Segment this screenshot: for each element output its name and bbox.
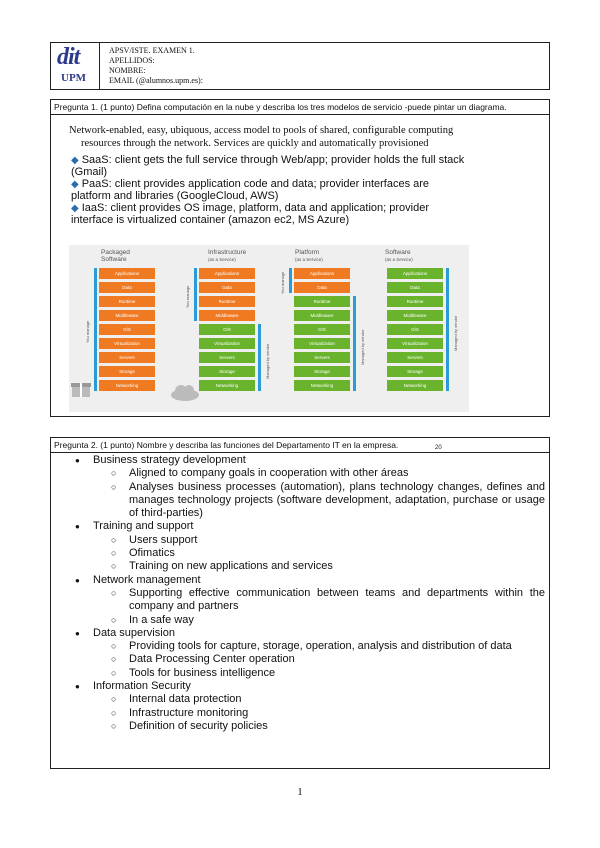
layer-servers-col1: Servers — [99, 352, 155, 363]
col-paas-title: Platform (as a Service) — [295, 249, 323, 262]
layer-data-col3: Data — [294, 282, 350, 293]
nombre-label: NOMBRE: — [109, 66, 146, 75]
layer-storage-col4: Storage — [387, 366, 443, 377]
layer-o-s-col1: O/S — [99, 324, 155, 335]
question-1-title: Pregunta 1. (1 punto) Defina computación en la nube y describa los tres modelos de servicio -puede pintar un diagrama. — [51, 100, 549, 115]
it-function-item: ● Information Security — [51, 680, 551, 693]
exam-header — [50, 42, 550, 90]
q1-intro — [69, 125, 499, 150]
it-function-subitem: ○ Aligned to company goals in cooperation with other áreas — [51, 467, 551, 480]
layer-storage-col1: Storage — [99, 366, 155, 377]
dit-upm-logo — [51, 43, 100, 89]
layer-middleware-col1: Middleware — [99, 310, 155, 321]
layer-applications-col3: Applications — [294, 268, 350, 279]
managed-by-vendor-bracket — [353, 296, 356, 391]
layer-servers-col2: Servers — [199, 352, 255, 363]
you-manage-label: You manage — [185, 285, 190, 308]
logo-dit-text: dit — [57, 44, 80, 70]
layer-runtime-col2: Runtime — [199, 296, 255, 307]
it-function-item: ● Training and support — [51, 520, 551, 533]
it-function-subitem: ○ Tools for business intelligence — [51, 667, 551, 680]
email-label: EMAIL (@alumnos.upm.es): — [109, 76, 203, 85]
layer-middleware-col3: Middleware — [294, 310, 350, 321]
layer-applications-col4: Applications — [387, 268, 443, 279]
it-function-subitem: ○ Providing tools for capture, storage, operation, analysis and distribution of data — [51, 640, 551, 653]
it-function-item: ● Network management — [51, 574, 551, 587]
managed-by-vendor-label: Managed by vendor — [360, 329, 365, 365]
logo-upm-text: UPM — [61, 72, 87, 84]
service-models-diagram — [69, 245, 469, 412]
you-manage-bracket — [289, 268, 292, 293]
diamond-bullet-icon: ◆ — [71, 203, 79, 214]
q1-intro-line1: Network-enabled, easy, ubiquous, access model to pools of shared, configurable computing — [69, 125, 454, 136]
layer-storage-col2: Storage — [199, 366, 255, 377]
col-iaas-title: Infrastructure (as a Service) — [208, 249, 247, 262]
layer-servers-col3: Servers — [294, 352, 350, 363]
you-manage-label: You manage — [85, 320, 90, 343]
layer-o-s-col2: O/S — [199, 324, 255, 335]
layer-runtime-col1: Runtime — [99, 296, 155, 307]
layer-runtime-col4: Runtime — [387, 296, 443, 307]
saas-bullet: ◆ SaaS: client gets the full service through Web/app; provider holds the full stack (Gmail) — [71, 154, 465, 178]
it-function-subitem: ○ Internal data protection — [51, 693, 551, 706]
question-2-title: Pregunta 2. (1 punto) Nombre y describa las funciones del Departamento IT en la empresa. — [51, 438, 549, 453]
paas-bullet: ◆ PaaS: client provides application code and data; provider interfaces are platform and libraries (GoogleCloud, AWS) — [71, 178, 430, 202]
layer-virtualization-col2: Virtualization — [199, 338, 255, 349]
layer-middleware-col2: Middleware — [199, 310, 255, 321]
it-function-subitem: ○ Supporting effective communication between teams and departments within the company and partners — [51, 587, 551, 614]
layer-data-col2: Data — [199, 282, 255, 293]
it-functions-list — [51, 454, 551, 733]
layer-applications-col2: Applications — [199, 268, 255, 279]
managed-by-vendor-label: Managed by vendor — [453, 315, 458, 351]
layer-networking-col1: Networking — [99, 380, 155, 391]
layer-virtualization-col1: Virtualization — [99, 338, 155, 349]
question-2-box — [50, 437, 550, 769]
it-function-item: ● Data supervision — [51, 627, 551, 640]
layer-virtualization-col3: Virtualization — [294, 338, 350, 349]
layer-networking-col4: Networking — [387, 380, 443, 391]
layer-storage-col3: Storage — [294, 366, 350, 377]
page-number: 1 — [297, 786, 303, 798]
layer-middleware-col4: Middleware — [387, 310, 443, 321]
you-manage-bracket — [94, 268, 97, 391]
it-function-subitem: ○ Definition of security policies — [51, 720, 551, 733]
layer-o-s-col3: O/S — [294, 324, 350, 335]
it-function-subitem: ○ Data Processing Center operation — [51, 653, 551, 666]
diamond-bullet-icon: ◆ — [71, 179, 79, 190]
managed-by-vendor-bracket — [446, 268, 449, 391]
q1-intro-line2: resources through the network. Services are quickly and automatically provisioned — [81, 137, 429, 149]
managed-by-vendor-bracket — [258, 324, 261, 391]
gift-icon — [71, 380, 91, 398]
it-function-subitem: ○ Users support — [51, 534, 551, 547]
layer-virtualization-col4: Virtualization — [387, 338, 443, 349]
it-function-subitem: ○ Ofimatics — [51, 547, 551, 560]
managed-by-vendor-label: Managed by vendor — [265, 343, 270, 379]
col-saas-title: Software (as a Service) — [385, 249, 413, 262]
layer-servers-col4: Servers — [387, 352, 443, 363]
slide-number: 20 — [435, 445, 442, 451]
layer-networking-col2: Networking — [199, 380, 255, 391]
layer-o-s-col4: O/S — [387, 324, 443, 335]
diamond-bullet-icon: ◆ — [71, 155, 79, 166]
layer-runtime-col3: Runtime — [294, 296, 350, 307]
cloud-icon — [169, 383, 201, 401]
iaas-bullet: ◆ IaaS: client provides OS image, platform, data and application; provider interface is virtualized container (amazon ec2, MS Azure) — [71, 202, 430, 226]
layer-data-col1: Data — [99, 282, 155, 293]
it-function-subitem: ○ Training on new applications and services — [51, 560, 551, 573]
you-manage-bracket — [194, 268, 197, 321]
you-manage-label: You manage — [280, 271, 285, 294]
it-function-subitem: ○ Analyses business processes (automation), plans technology changes, defines and manages technology projects (software development, adaptation, purchase or usage of third-parties) — [51, 481, 551, 521]
col-packaged-title: Packaged Software — [101, 249, 130, 263]
apellidos-label: APELLIDOS: — [109, 56, 155, 65]
header-fields — [109, 46, 203, 86]
it-function-subitem: ○ Infrastructure monitoring — [51, 707, 551, 720]
it-function-item: ● Business strategy development — [51, 454, 551, 467]
layer-applications-col1: Applications — [99, 268, 155, 279]
layer-networking-col3: Networking — [294, 380, 350, 391]
exam-title: APSV/ISTE. EXAMEN 1. — [109, 46, 195, 55]
layer-data-col4: Data — [387, 282, 443, 293]
it-function-subitem: ○ In a safe way — [51, 614, 551, 627]
